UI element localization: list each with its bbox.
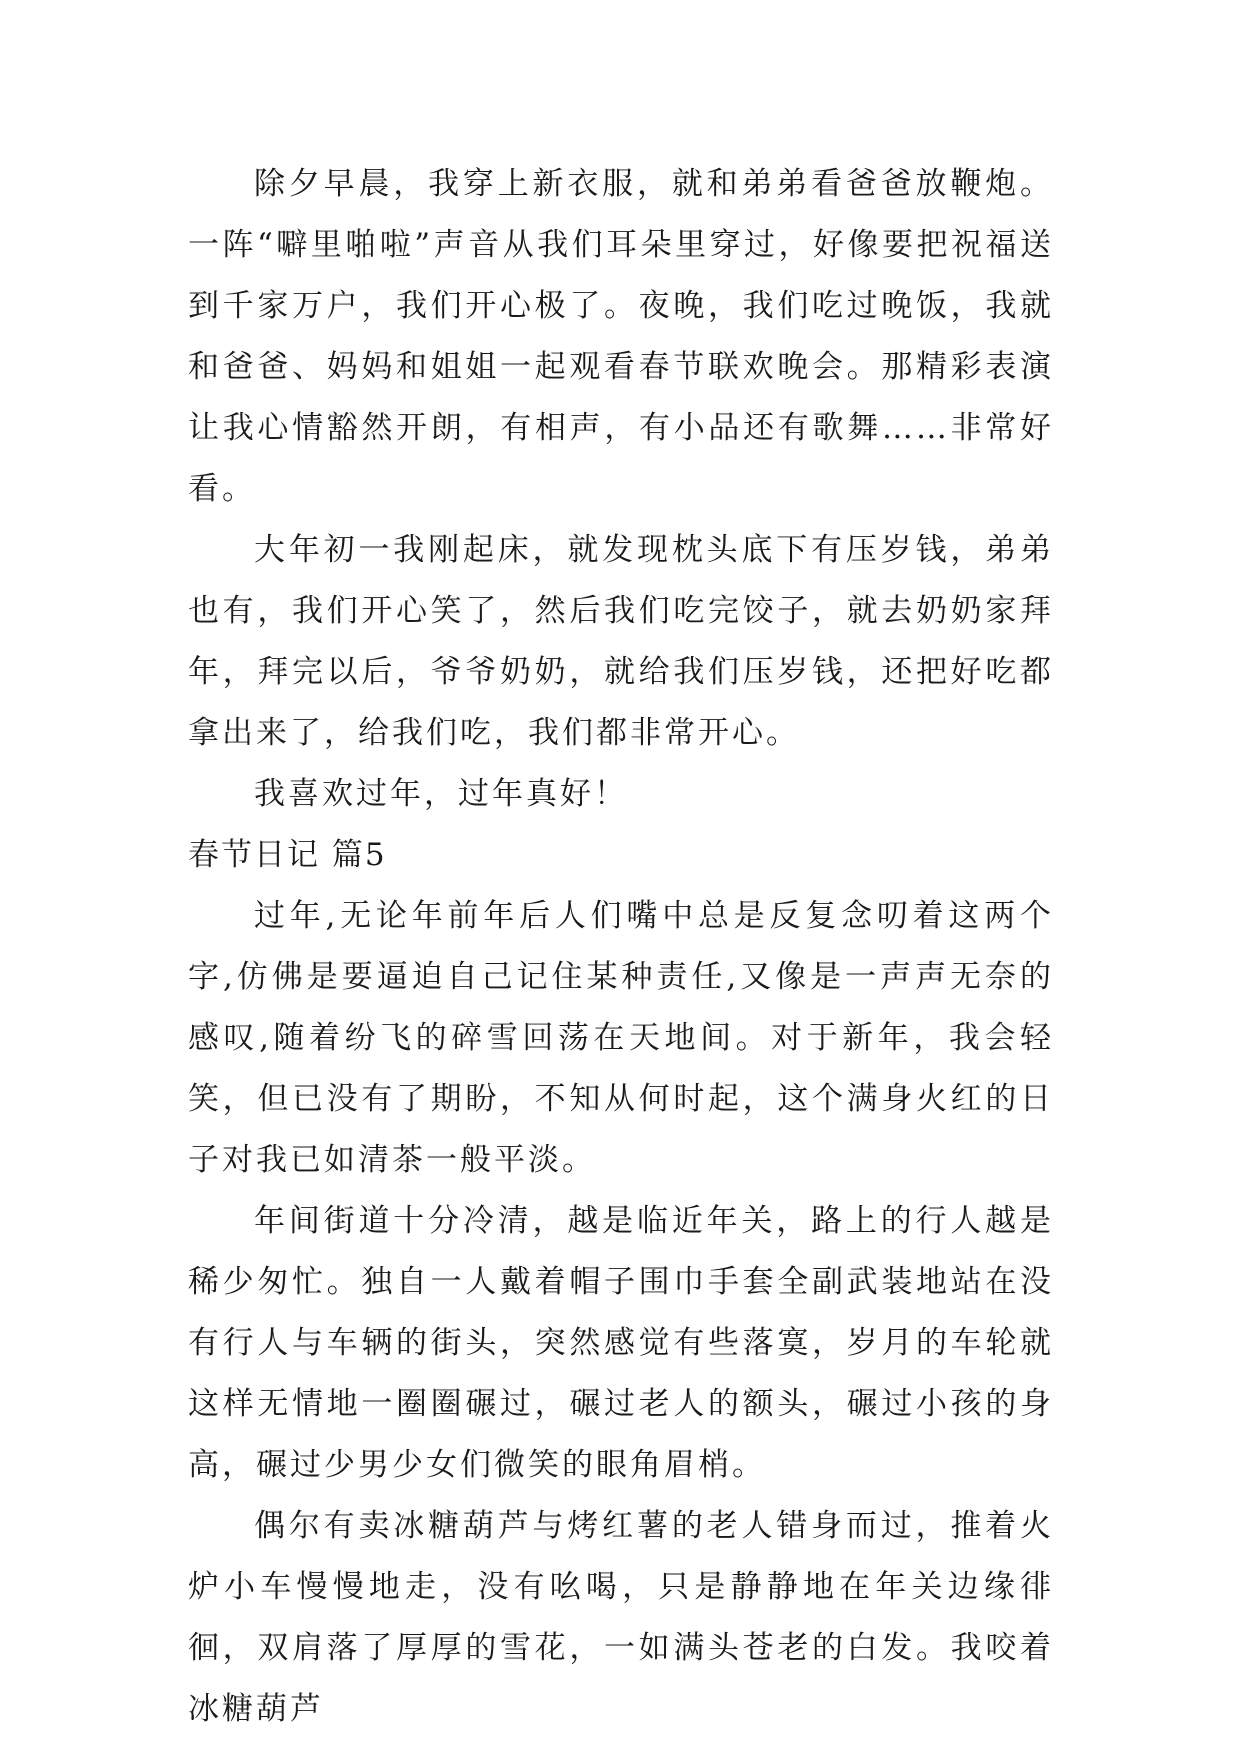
- paragraph-street: 年间街道十分冷清，越是临近年关，路上的行人越是稀少匆忙。独自一人戴着帽子围巾手套全副武装地站在没有行人与车辆的街头，突然感觉有些落寞，岁月的车轮就这样无情地一圈圈碾过，碾过老人的额头，碾过小孩的身高，碾过少男少女们微笑的眼角眉梢。: [188, 1203, 1054, 1483]
- paragraph-guonian: 过年,无论年前年后人们嘴中总是反复念叨着这两个字,仿佛是要逼迫自己记住某种责任,又像是一声声无奈的感叹,随着纷飞的碎雪回荡在天地间。对于新年，我会轻笑，但已没有了期盼，不知从何时起，这个满身火红的日子对我已如清茶一般平淡。: [188, 898, 1054, 1178]
- paragraph-first-day: 大年初一我刚起床，就发现枕头底下有压岁钱，弟弟也有，我们开心笑了，然后我们吃完饺子，就去奶奶家拜年，拜完以后，爷爷奶奶，就给我们压岁钱，还把好吃都拿出来了，给我们吃，我们都非常开心。: [188, 532, 1054, 751]
- section-heading: 春节日记 篇5: [188, 837, 387, 873]
- paragraph-like-new-year: 我喜欢过年，过年真好！: [254, 776, 628, 812]
- paragraph-new-year-eve: 除夕早晨，我穿上新衣服，就和弟弟看爸爸放鞭炮。一阵“噼里啪啦”声音从我们耳朵里穿过，好像要把祝福送到千家万户，我们开心极了。夜晚，我们吃过晚饭，我就和爸爸、妈妈和姐姐一起观看春节联欢晚会。那精彩表演让我心情豁然开朗，有相声，有小品还有歌舞……非常好看。: [188, 166, 1054, 507]
- paragraph-vendor: 偶尔有卖冰糖葫芦与烤红薯的老人错身而过，推着火炉小车慢慢地走，没有吆喝，只是静静地在年关边缘徘徊，双肩落了厚厚的雪花，一如满头苍老的白发。我咬着冰糖葫芦: [188, 1508, 1054, 1727]
- document-page: [188, 154, 1054, 1740]
